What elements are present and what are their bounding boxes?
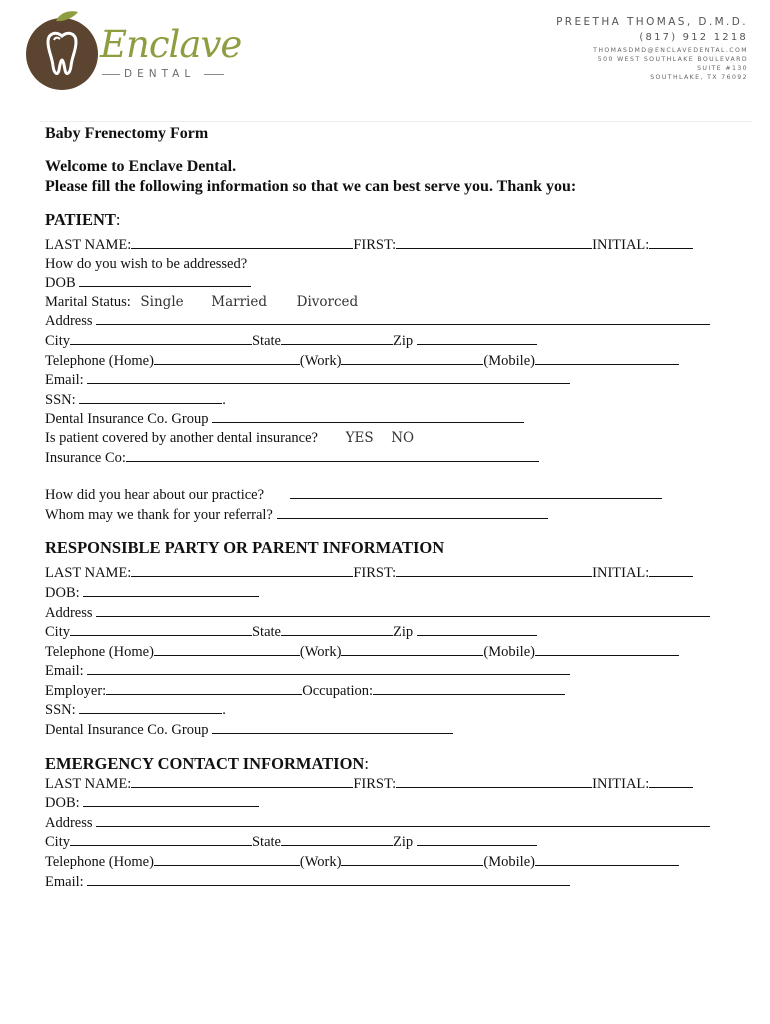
responsible-home-phone-field[interactable]	[154, 642, 300, 656]
email-label: Email:	[45, 372, 84, 389]
practice-phone: (817) 912 1218	[639, 32, 748, 43]
instructions-line: Please fill the following information so that we can best serve you. Thank you:	[45, 178, 577, 195]
ssn-period: .	[222, 391, 226, 408]
emergency-city-field[interactable]	[70, 832, 252, 846]
last-name-label: LAST NAME:	[45, 565, 132, 582]
insurance-group-label: Dental Insurance Co. Group	[45, 411, 209, 428]
brand-divider	[102, 74, 120, 75]
hear-about-row	[45, 485, 735, 505]
patient-email-row	[45, 370, 735, 390]
patient-city-field[interactable]	[70, 331, 252, 345]
initial-label: INITIAL:	[592, 237, 650, 253]
patient-dob-field[interactable]	[79, 273, 251, 287]
marital-label: Marital Status:	[45, 293, 131, 310]
practice-street: 500 WEST SOUTHLAKE BOULEVARD	[597, 56, 748, 63]
referral-field[interactable]	[277, 505, 548, 519]
welcome-line: Welcome to Enclave Dental.	[45, 158, 237, 175]
referral-row	[45, 505, 735, 525]
practice-email: THOMASDMD@ENCLAVEDENTAL.COM	[593, 47, 748, 54]
responsible-city-field[interactable]	[70, 622, 252, 636]
doctor-name: PREETHA THOMAS, D.M.D.	[556, 16, 748, 28]
responsible-city-row	[45, 622, 735, 642]
patient-last-name-field[interactable]	[131, 235, 353, 249]
responsible-email-row	[45, 661, 735, 681]
hear-about-field[interactable]	[290, 485, 662, 499]
brand-name: Enclave	[100, 23, 242, 66]
emergency-home-phone-field[interactable]	[154, 852, 300, 866]
tel-mobile-label: (Mobile)	[483, 352, 535, 369]
emergency-address-field[interactable]	[96, 813, 710, 827]
practice-city: SOUTHLAKE, TX 76092	[650, 74, 748, 81]
tel-mobile-label: (Mobile)	[483, 643, 535, 660]
emergency-state-field[interactable]	[281, 832, 393, 846]
tel-work-label: (Work)	[299, 643, 342, 660]
patient-dob-row	[45, 273, 735, 293]
covered-yes-option[interactable]: YES	[345, 429, 374, 446]
tel-mobile-label: (Mobile)	[483, 854, 535, 871]
emergency-zip-field[interactable]	[417, 832, 537, 846]
marital-option-divorced[interactable]: Divorced	[296, 293, 359, 310]
patient-state-field[interactable]	[281, 331, 393, 345]
address-label: Address	[45, 814, 93, 831]
patient-name-row	[45, 235, 735, 255]
patient-city-row	[45, 331, 735, 351]
tel-home-label: Telephone (Home)	[45, 352, 154, 369]
marital-option-single[interactable]: Single	[140, 293, 184, 310]
header-divider	[40, 121, 752, 122]
patient-home-phone-field[interactable]	[154, 351, 300, 365]
letterhead	[0, 0, 770, 124]
emergency-mobile-phone-field[interactable]	[535, 852, 679, 866]
emergency-email-row	[45, 872, 735, 892]
patient-insurance-co-row	[45, 448, 735, 468]
marital-option-married[interactable]: Married	[211, 293, 267, 310]
employer-label: Employer:	[45, 682, 107, 699]
patient-ssn-row	[45, 390, 735, 410]
patient-mobile-phone-field[interactable]	[535, 351, 679, 365]
emergency-work-phone-field[interactable]	[341, 852, 483, 866]
patient-work-phone-field[interactable]	[341, 351, 483, 365]
last-name-label: LAST NAME:	[45, 775, 132, 792]
emergency-first-name-field[interactable]	[396, 774, 592, 788]
patient-first-name-field[interactable]	[396, 235, 592, 249]
patient-ssn-field[interactable]	[79, 390, 222, 404]
city-label: City	[45, 834, 70, 851]
emergency-initial-field[interactable]	[649, 774, 693, 788]
state-label: State	[251, 624, 281, 641]
emergency-city-row	[45, 832, 735, 852]
responsible-last-name-field[interactable]	[131, 563, 353, 577]
covered-question: Is patient covered by another dental insurance?	[45, 429, 318, 446]
zip-label: Zip	[392, 332, 414, 349]
responsible-dob-field[interactable]	[83, 583, 259, 597]
zip-label: Zip	[392, 624, 414, 641]
responsible-work-phone-field[interactable]	[341, 642, 483, 656]
initial-label: INITIAL:	[592, 565, 650, 582]
patient-insurance-group-row	[45, 409, 735, 429]
patient-telephone-row	[45, 351, 735, 371]
responsible-insurance-group-row	[45, 720, 735, 740]
dob-label: DOB	[45, 275, 76, 292]
responsible-initial-field[interactable]	[649, 563, 693, 577]
ssn-label: SSN:	[45, 702, 76, 719]
referral-label: Whom may we thank for your referral?	[45, 506, 273, 523]
tel-home-label: Telephone (Home)	[45, 643, 154, 660]
city-label: City	[45, 624, 70, 641]
first-name-label: FIRST:	[353, 237, 397, 253]
patient-zip-field[interactable]	[417, 331, 537, 345]
responsible-address-field[interactable]	[96, 603, 710, 617]
emergency-section-heading: EMERGENCY CONTACT INFORMATION:	[45, 753, 369, 773]
responsible-mobile-phone-field[interactable]	[535, 642, 679, 656]
responsible-occupation-field[interactable]	[373, 681, 565, 695]
responsible-employer-field[interactable]	[106, 681, 302, 695]
responsible-ssn-field[interactable]	[79, 700, 222, 714]
occupation-label: Occupation:	[302, 682, 374, 699]
patient-initial-field[interactable]	[649, 235, 693, 249]
state-label: State	[251, 834, 281, 851]
patient-insurance-group-field[interactable]	[212, 409, 524, 423]
responsible-first-name-field[interactable]	[396, 563, 592, 577]
responsible-zip-field[interactable]	[417, 622, 537, 636]
patient-insurance-co-field[interactable]	[126, 448, 539, 462]
dob-label: DOB:	[45, 584, 80, 601]
city-label: City	[45, 332, 70, 349]
emergency-last-name-field[interactable]	[131, 774, 353, 788]
responsible-address-row	[45, 603, 735, 623]
brand-subtitle: DENTAL	[124, 68, 196, 80]
leaf-icon	[55, 10, 79, 22]
email-label: Email:	[45, 663, 84, 680]
responsible-email-field[interactable]	[87, 661, 570, 675]
responsible-insurance-group-field[interactable]	[212, 720, 453, 734]
responsible-name-row	[45, 563, 735, 583]
ssn-period: .	[222, 702, 226, 719]
insurance-group-label: Dental Insurance Co. Group	[45, 722, 209, 739]
hear-about-label: How did you hear about our practice?	[45, 487, 265, 504]
emergency-telephone-row	[45, 852, 735, 872]
practice-contact	[556, 16, 748, 81]
tel-work-label: (Work)	[299, 854, 342, 871]
form-title: Baby Frenectomy Form	[45, 125, 209, 142]
state-label: State	[251, 332, 281, 349]
initial-label: INITIAL:	[592, 775, 650, 792]
patient-addressed-row	[45, 255, 735, 274]
dob-label: DOB:	[45, 795, 80, 812]
covered-no-option[interactable]: NO	[391, 429, 415, 446]
patient-marital-row	[45, 293, 735, 312]
email-label: Email:	[45, 873, 84, 890]
form-body	[45, 123, 735, 891]
ssn-label: SSN:	[45, 391, 76, 408]
zip-label: Zip	[392, 834, 414, 851]
patient-covered-row	[45, 429, 735, 448]
tel-home-label: Telephone (Home)	[45, 854, 154, 871]
emergency-name-row	[45, 774, 735, 794]
first-name-label: FIRST:	[353, 775, 397, 792]
responsible-dob-row	[45, 583, 735, 603]
responsible-employer-row	[45, 681, 735, 701]
address-label: Address	[45, 313, 93, 330]
responsible-ssn-row	[45, 700, 735, 720]
emergency-address-row	[45, 813, 735, 833]
responsible-telephone-row	[45, 642, 735, 662]
tooth-logo-icon	[26, 18, 98, 90]
patient-address-row	[45, 311, 735, 331]
tel-work-label: (Work)	[299, 352, 342, 369]
responsible-section-heading: RESPONSIBLE PARTY OR PARENT INFORMATION	[45, 538, 445, 558]
practice-suite: SUITE #130	[697, 65, 748, 72]
insurance-co-label: Insurance Co:	[45, 449, 126, 466]
patient-email-field[interactable]	[87, 370, 570, 384]
first-name-label: FIRST:	[353, 565, 397, 582]
emergency-dob-field[interactable]	[83, 793, 259, 807]
patient-address-field[interactable]	[96, 311, 710, 325]
last-name-label: LAST NAME:	[45, 237, 132, 253]
addressed-label: How do you wish to be addressed?	[45, 255, 248, 272]
patient-section-heading: PATIENT:	[45, 210, 121, 229]
address-label: Address	[45, 604, 93, 621]
emergency-dob-row	[45, 793, 735, 813]
responsible-state-field[interactable]	[281, 622, 393, 636]
emergency-email-field[interactable]	[87, 872, 570, 886]
brand-divider	[204, 74, 224, 75]
